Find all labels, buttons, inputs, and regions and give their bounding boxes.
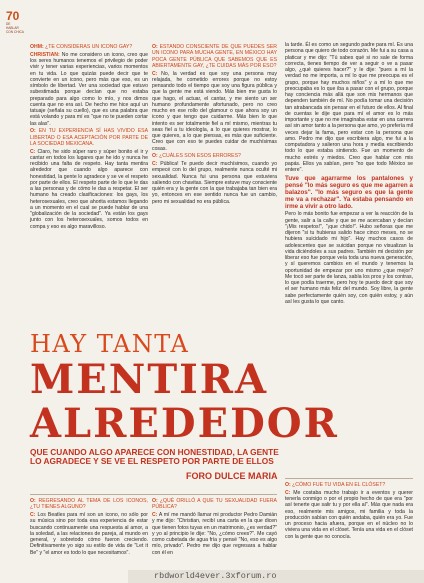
answer: [152, 512, 277, 556]
headline-line-1: HAY TANTA: [30, 330, 190, 358]
answer: [285, 42, 413, 173]
question-label: O:: [30, 128, 36, 135]
question-label: O:: [152, 153, 158, 160]
section-label: DE HABLAR CON CHICA: [6, 22, 24, 34]
highlight-quote: Tuve que agarrarme los pantalones y pensé "lo más seguro es que me agarren a balazos". "lo más seguro es que la gente me va a rechazar". Ya estaba pensando en irme a vivir a otro lado.: [285, 174, 413, 210]
question-text: REGRESANDO AL TEMA DE LOS ICONOS, ¿TU TIENES ALGUNO?: [30, 498, 148, 511]
answer-label: C:: [30, 148, 36, 155]
answer: [30, 52, 148, 127]
interview-column-1: [30, 44, 148, 231]
question-label: O:: [152, 498, 158, 504]
answer: [30, 149, 148, 230]
question: [30, 128, 148, 147]
answer-label: C:: [30, 512, 36, 518]
answer-label: CHRISTIAN:: [30, 51, 60, 58]
question-text: ESTANDO CONSCIENTE DE QUE PUEDES SER UN ICONO PARA MUCHA GENTE, EN MÉXICO HAY POCA GENTE PÚBLICA QUE SABEMOS QUE ES ABIERTAMENTE GAY, ¿TE CUIDAS MÁS POR ESO?: [152, 44, 277, 69]
pull-quote: QUE CUANDO ALGO APARECE CON HONESTIDAD, LA GENTE LO AGRADECE Y SE VE EL RESPETO POR PARTE DE ELLOS: [30, 447, 279, 467]
question-label: OHM:: [30, 44, 44, 50]
bottom-column-1: [30, 498, 148, 556]
answer-text: A mí me mandó llamar mi productor Pedro Damián y me dijo: "Christian, recibí una carta en la que dicen que tienen fotos tuyas en un matrimonio, ¿es verdad?" y yo al principio le dije: "No, ¿cómo crees?". Me cayó como cubetada de agua fría y pensé "No, eso es algo mío, privado". Pedro me dijo que regresara a hablar con él en: [152, 512, 277, 556]
interview-column-3: [285, 42, 413, 307]
answer: [152, 71, 277, 152]
answer: [285, 211, 413, 305]
answer: [285, 490, 413, 540]
answer-text: la tarde. Él es como un segundo padre para mí. Es una persona que quiero de todo corazón. Me fui a su casa a platicar y me dijo: "Tú sabes qué si no sale de forma correcta, tienes tiempo de ver a seguir o ve a pasar algo, ¿qué quieres hacer?" y le dije: "pues a mí la verdad no me importa, a mí lo que me preocupa es el grupo, porque hay muchos niños" y a mí lo que me preocupaba es lo que iba a pasar con el grupo, porque hay conciencia más allá que son mis hermanos que dependen también de mí. No podía tomar una decisión tan atrabancada sin pensar en el futuro de ellos. Al final de cuentas le dije que para mí el amor es lo más importante y que no me imaginaba estar en una carrera así sin amor tanto a la persona que amo, yo prefería mil veces dejar la fama, pero estar con la persona que amo. Pedro me dijo que escribiera algo, me fui a la computadora y salieron una hora y media escribiendo todo lo que estaba sintiendo. Fue un momento de mucho estrés y miedos. Creo que hablar con mis papás. Ellos ya sabían, pero "no que todo México se entere".: [285, 42, 413, 173]
pull-quote-credit: FORO DULCE MARIA: [186, 471, 278, 481]
question-text: EN TU EXPERIENCIA SÍ HAS VIVIDO ESA LIBERTAD O ESA ACEPTACIÓN POR PARTE DE LA SOCIEDAD MEXICANA.: [30, 128, 148, 147]
question: [152, 498, 277, 511]
question-text: ¿TE CONSIDERAS UN ICONO GAY?: [45, 44, 133, 50]
page-number: 70: [6, 9, 20, 23]
question-text: ¿QUÉ ORILLÓ A QUE TU SEXUALIDAD FUERA PÚBLICA?: [152, 498, 277, 511]
answer-text: Me costaba mucho trabajo ir a eventos y querer tenerla conmigo o por el propio hecho de que era "por así tenerte que salir tu y por ella al". Más que nada era eso, realmente mis amigos, mi familia y toda la producción sabían con quién andaba, quién era yo. Fue un proceso hacia afuera, porque en el núcleo no lo viviera una vida en el clóset. Tenía una vida en el clóset con la gente que no conocía.: [285, 489, 413, 540]
answer-text: Claro, he sido súper raro y súper bonito el ir y cantar en todos los lugares que he ido y nunca he recibido una falta de respeto. Hay tanta mentira alrededor que cuando algo aparece con honestidad, la gente lo agradece y se ve el respeto por parte de ellos. El respeto parte de lo que le das a las personas y de cómo le das a respetar. El ser humano ha creado clasificaciones: los gays, los heterosexuales, creo que ahorita estamos llegando a un momento en el cual se puede hablar de una "globalización de la sociedad". Ya están los gays junto con los heterosexuales, somos todos en compa y eso es algo maravilloso.: [30, 148, 148, 230]
divider: [30, 494, 277, 495]
divider: [285, 478, 413, 479]
question-text: ¿CUÁLES SON ESOS ERRORES?: [159, 153, 241, 160]
question-label: O:: [285, 482, 291, 488]
question: [30, 44, 148, 50]
answer-text: Pública! Te puedo decir muchísimos, cuando yo empecé con lo del grupo, realmente nunca oculté mi sexualidad. Nunca fui una persona que estuviera saliendo con chavitas. Siempre estuve muy consciente quién era y la gente con la que trabajaba tan bien era yo, entonces en ese sentido nunca fue un cambio, pero mi sexualidad no era pública.: [152, 161, 277, 205]
question-text: ¿CÓMO FUE TU VIDA EN EL CLÓSET?: [292, 482, 386, 488]
question-label: O:: [30, 498, 36, 504]
watermark: rbdworld4ever.3xforum.ro: [128, 570, 424, 583]
headline-line-3: ALREDEDOR: [30, 400, 339, 447]
question: [152, 153, 277, 159]
headline-line-2: MENTIRA: [30, 356, 269, 403]
bottom-column-3: [285, 482, 413, 540]
answer: [152, 161, 277, 205]
answer-label: C:: [285, 489, 291, 496]
question-label: O:: [152, 44, 158, 50]
answer: [30, 512, 148, 556]
answer-text: No, la verdad es que soy una persona muy relajada, he cometido errores porque no estoy pensando todo el tiempo que soy una figura pública y que la gente me está viendo. Más bien me gusta lo que hago, el actuar, el cantar, y me siento un ser humano profundamente afortunado, pero no creo mucho en ese rollo del glamour o que ahora soy un icono y que tengo que cuidarme. Más bien lo que intento es ser totalmente fiel a mí mismo, mientras tu seas fiel a tu ideología, a lo que quieres mostrar, lo que quieres, a lo que piensas, es más que suficiente. Creo que con eso te puedes cuidar de muchísimas cosas.: [152, 70, 277, 152]
answer-text: Los Beatles para mí son un icono, no sólo por su música sino por toda esa experiencia de estar buscando continuamente una respuesta al amor, a la soledad, a las relaciones de pareja, al mundo en general, y sobretodo cómo fueron creciendo. Definitivamente yo sigo su estilo de vida de "Let it Be" y "el amor es todo lo que necesitamos".: [30, 512, 148, 556]
answer-label: C:: [152, 512, 158, 518]
answer-text: No me considero un icono, creo que los seres humanos tenemos el privilegio de poder vivir y tener varias experiencias, varios momentos en tu vida. Lo que quizás puede decir que te convierte en un icono, pero más que eso, es un símbolo de libertad. Ver una sociedad que estuvo subestimada porque decían que no estaba preparado para algo como lo mío, y nos dimos cuenta que no era así. De hecho me hice aquí un tatuaje (señala su cuello), que es una palabra que está volando y para mí es "que no te pueden cortar las alas".: [30, 51, 148, 127]
question: [285, 482, 413, 488]
question: [152, 44, 277, 69]
question: [30, 498, 148, 511]
bottom-column-2: [152, 498, 277, 556]
answer-label: C:: [152, 70, 158, 77]
answer-text: Pero lo más bonito fue empezar a ver la reacción de la gente, salir a la calle y que se me acercaban y decían "¡Mis respetos!", "¡que chido!". Hubo señoras que me dijeron "si tu hubieras salido hace cinco meses, no se hubiera suicidado mi hijo". Hay muchos casos de adolescentes que se suicidan porque no visualizan la vida diciéndoles a sus padres. También mi decisión por liberar eso fue porque veía toda una nueva generación, y sí queremos cambios en el mundo y tenemos la oportunidad de empezar por uno mismo ¿que mejor? Me tocó ser parte de lanza, sabía los pros y los contras, lo que podía traerme, pero hoy te puedo decir que soy el ser humano más feliz del mundo. Soy libre, la gente sabe perfectamente quién soy, con quién estoy, y aún así les gusta lo que canto.: [285, 211, 413, 305]
interview-column-2: [152, 44, 277, 206]
answer-label: C:: [152, 161, 158, 167]
